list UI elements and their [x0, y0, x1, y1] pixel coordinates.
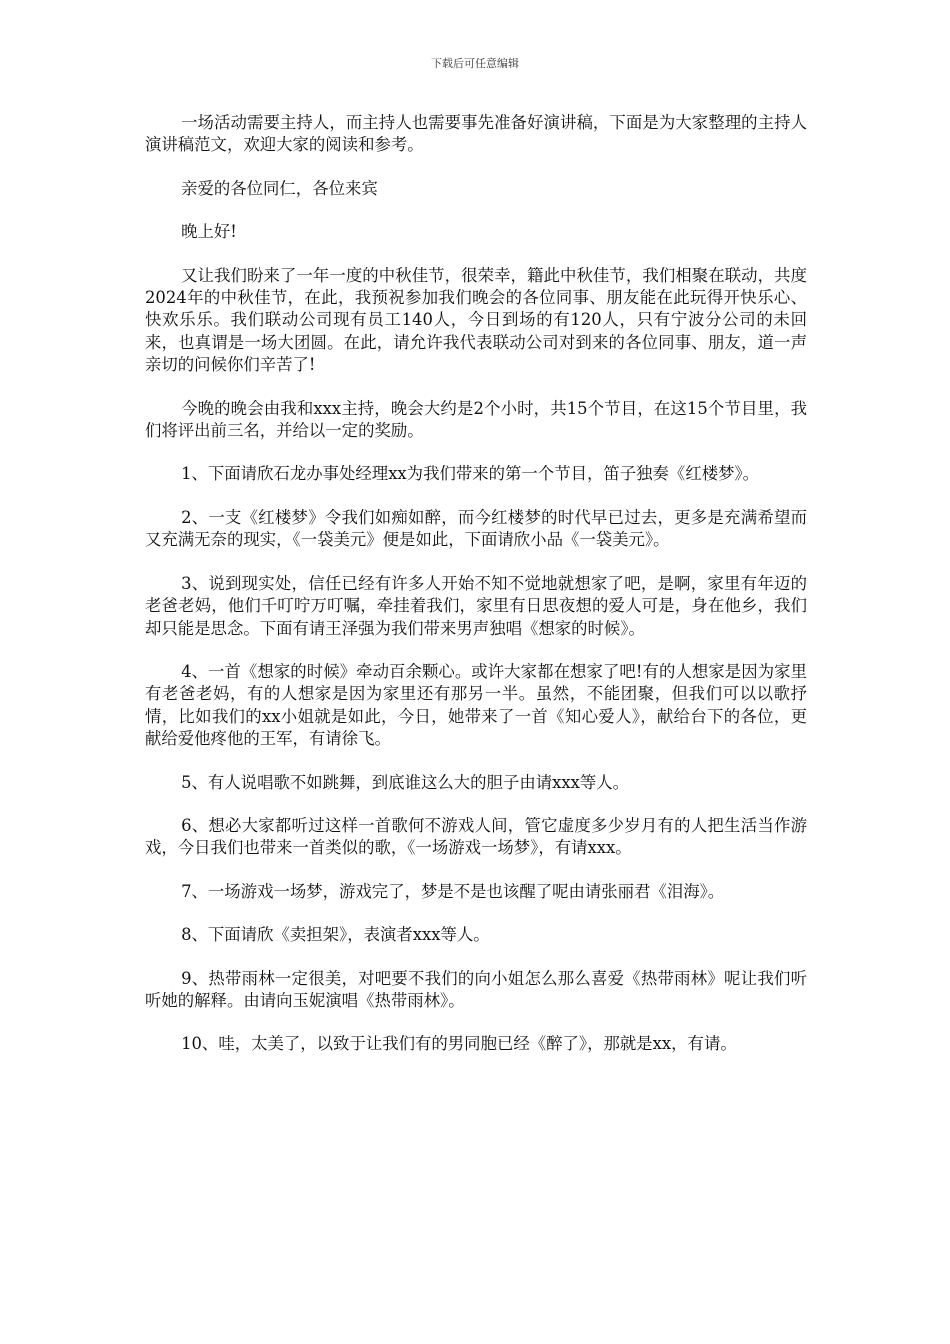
opening-paragraph: 又让我们盼来了一年一度的中秋佳节，很荣幸，籍此中秋佳节，我们相聚在联动，共度2024年的中秋佳节，在此，我预祝参加我们晚会的各位同事、朋友能在此玩得开快乐心、快欢乐乐。我们联动公司现有员工140人，今日到场的有120人，只有宁波分公司的未回来，也真谓是一场大团圆。在此，请允许我代表联动公司对到来的各位同事、朋友，道一声亲切的问候你们辛苦了!: [145, 265, 807, 375]
document-body: [145, 112, 807, 1077]
greeting: 晚上好!: [181, 222, 237, 242]
salutation: 亲爱的各位同仁，各位来宾: [181, 178, 378, 198]
program-item-10: 10、哇，太美了，以致于让我们有的男同胞已经《醉了》，那就是xx，有请。: [181, 1034, 737, 1054]
program-item-6: 6、想必大家都听过这样一首歌何不游戏人间，管它虚度多少岁月有的人把生活当作游戏，今日我们也带来一首类似的歌，《一场游戏一场梦》，有请xxx。: [145, 815, 807, 858]
program-item-9: 9、热带雨林一定很美，对吧要不我们的向小姐怎么那么喜爱《热带雨林》呢让我们听听她的解释。由请向玉妮演唱《热带雨林》。: [145, 968, 807, 1010]
program-item-2: 2、一支《红楼梦》令我们如痴如醉，而今红楼梦的时代早已过去，更多是充满希望而又充满无奈的现实，《一袋美元》便是如此，下面请欣小品《一袋美元》。: [145, 507, 807, 550]
intro-paragraph: 一场活动需要主持人，而主持人也需要事先准备好演讲稿，下面是为大家整理的主持人演讲稿范文，欢迎大家的阅读和参考。: [145, 113, 807, 155]
program-item-1: 1、下面请欣石龙办事处经理xx为我们带来的第一个节目，笛子独奏《红楼梦》。: [181, 464, 760, 484]
page-header: 下载后可任意编辑: [431, 57, 519, 70]
program-item-5: 5、有人说唱歌不如跳舞，到底谁这么大的胆子由请xxx等人。: [181, 772, 630, 792]
program-item-8: 8、下面请欣《卖担架》，表演者xxx等人。: [181, 925, 490, 945]
program-item-3: 3、说到现实处，信任已经有许多人开始不知不觉地就想家了吧，是啊，家里有年迈的老爸老妈，他们千叮咛万叮嘱，牵挂着我们，家里有日思夜想的爱人可是，身在他乡，我们却只能是思念。下面有请王泽强为我们带来男声独唱《想家的时候》。: [145, 573, 807, 638]
program-item-7: 7、一场游戏一场梦，游戏完了，梦是不是也该醒了呢由请张丽君《泪海》。: [181, 881, 725, 901]
program-overview: 今晚的晚会由我和xxx主持，晚会大约是2个小时，共15个节目，在这15个节目里，我们将评出前三名，并给以一定的奖励。: [145, 398, 807, 441]
program-item-4: 4、一首《想家的时候》牵动百余颗心。或许大家都在想家了吧!有的人想家是因为家里有老爸老妈，有的人想家是因为家里还有那另一半。虽然，不能团聚，但我们可以以歌抒情，比如我们的xx小姐就是如此，今日，她带来了一首《知心爱人》，献给台下的各位，更献给爱他疼他的王军，有请徐飞。: [145, 661, 807, 749]
